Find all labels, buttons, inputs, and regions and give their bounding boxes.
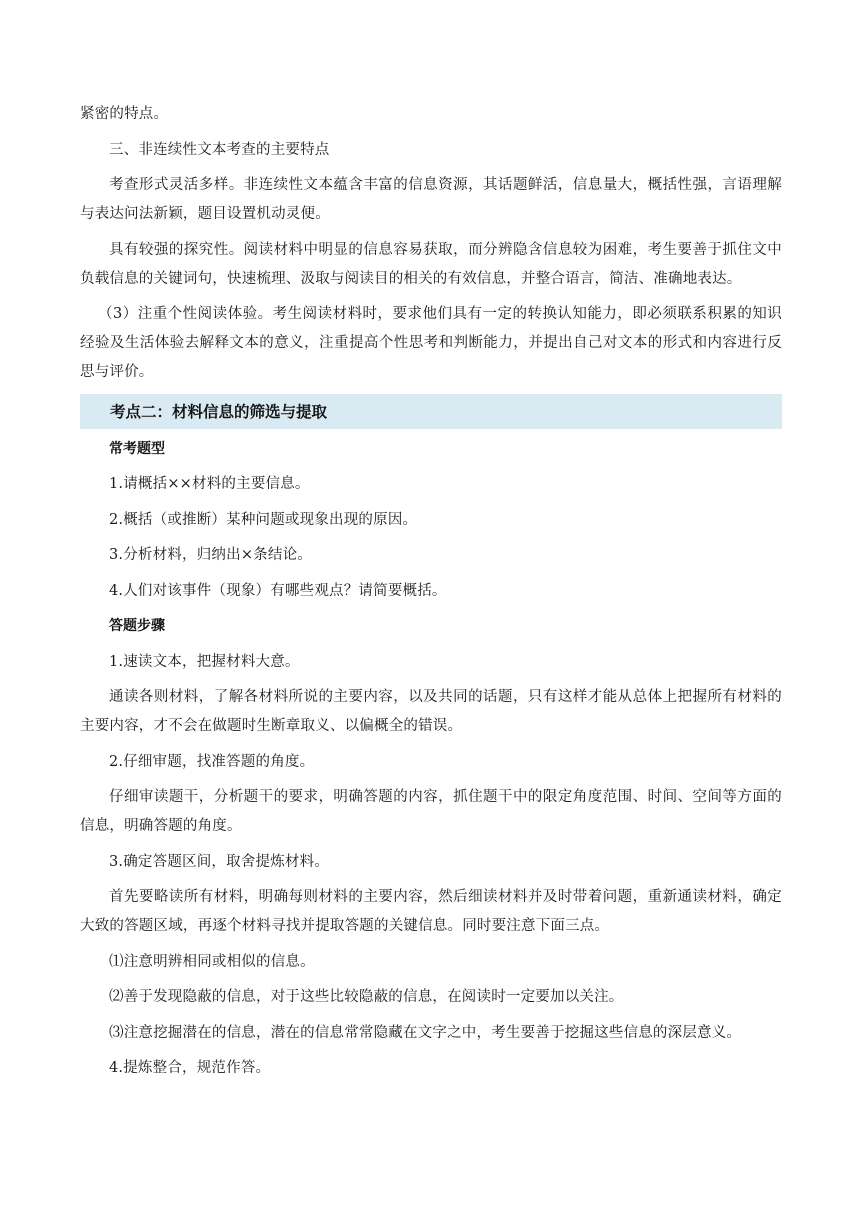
common-type-item: 2.概括（或推断）某种问题或现象出现的原因。 bbox=[109, 511, 418, 528]
common-type-item: 4.人们对该事件（现象）有哪些观点？请简要概括。 bbox=[109, 582, 447, 599]
paragraph-flexible-forms: 考查形式灵活多样。非连续性文本蕴含丰富的信息资源，其话题鲜活，信息量大，概括性强，言语理解与表达问法新颖，题目设置机动灵便。 bbox=[80, 177, 782, 222]
answer-step-paragraph: 1.速读文本，把握材料大意。 bbox=[109, 653, 300, 670]
answer-step-paragraph: 3.确定答题区间，取舍提炼材料。 bbox=[109, 853, 330, 870]
section-title-banner bbox=[80, 394, 782, 429]
paragraph-exploratory: 具有较强的探究性。阅读材料中明显的信息容易获取，而分辨隐含信息较为困难，考生要善于抓住文中负载信息的关键词句，快速梳理、汲取与阅读目的相关的有效信息，并整合语言，简洁、准确地表达。 bbox=[80, 241, 782, 287]
answer-step-paragraph: 4.提炼整合，规范作答。 bbox=[109, 1060, 271, 1076]
paragraph-personal-reading: （3）注重个性阅读体验。考生阅读材料时，要求他们具有一定的转换认知能力，即必须联系积累的知识经验及生活体验去解释文本的意义，注重提高个性思考和判断能力，并提出自己对文本的形式和内容进行反思与评价。 bbox=[80, 306, 782, 380]
answer-step-paragraph: ⑴注意明辨相同或相似的信息。 bbox=[109, 953, 315, 970]
paragraph-continuation: 紧密的特点。 bbox=[80, 106, 169, 122]
answer-step-paragraph: 首先要略读所有材料，明确每则材料的主要内容，然后细读材料并及时带着问题，重新通读材料，确定大致的答题区域，再逐个材料寻找并提取答题的关键信息。同时要注意下面三点。 bbox=[80, 889, 782, 934]
answer-step-paragraph: 2.仔细审题，找准答题的角度。 bbox=[109, 753, 315, 770]
answer-step-paragraph: 仔细审读题干，分析题干的要求，明确答题的内容，抓住题干中的限定角度范围、时间、空间等方面的信息，明确答题的角度。 bbox=[80, 789, 782, 834]
common-types-heading: 常考题型 bbox=[109, 440, 165, 457]
document-page bbox=[80, 100, 782, 1090]
answer-step-paragraph: 通读各则材料，了解各材料所说的主要内容，以及共同的话题，只有这样才能从总体上把握所有材料的主要内容，才不会在做题时生断章取义、以偏概全的错误。 bbox=[80, 689, 782, 734]
answer-step-paragraph: ⑶注意挖掘潜在的信息，潜在的信息常常隐藏在文字之中，考生要善于挖掘这些信息的深层意义。 bbox=[109, 1024, 742, 1041]
section-title: 考点二：材料信息的筛选与提取 bbox=[110, 403, 328, 421]
answer-step-paragraph: ⑵善于发现隐蔽的信息，对于这些比较隐蔽的信息，在阅读时一定要加以关注。 bbox=[109, 989, 624, 1005]
common-type-item: 3.分析材料，归纳出×条结论。 bbox=[109, 547, 312, 563]
heading-noncontinuous-features: 三、非连续性文本考查的主要特点 bbox=[109, 141, 330, 158]
answer-steps-heading: 答题步骤 bbox=[109, 618, 165, 634]
common-type-item: 1.请概括××材料的主要信息。 bbox=[109, 476, 310, 492]
